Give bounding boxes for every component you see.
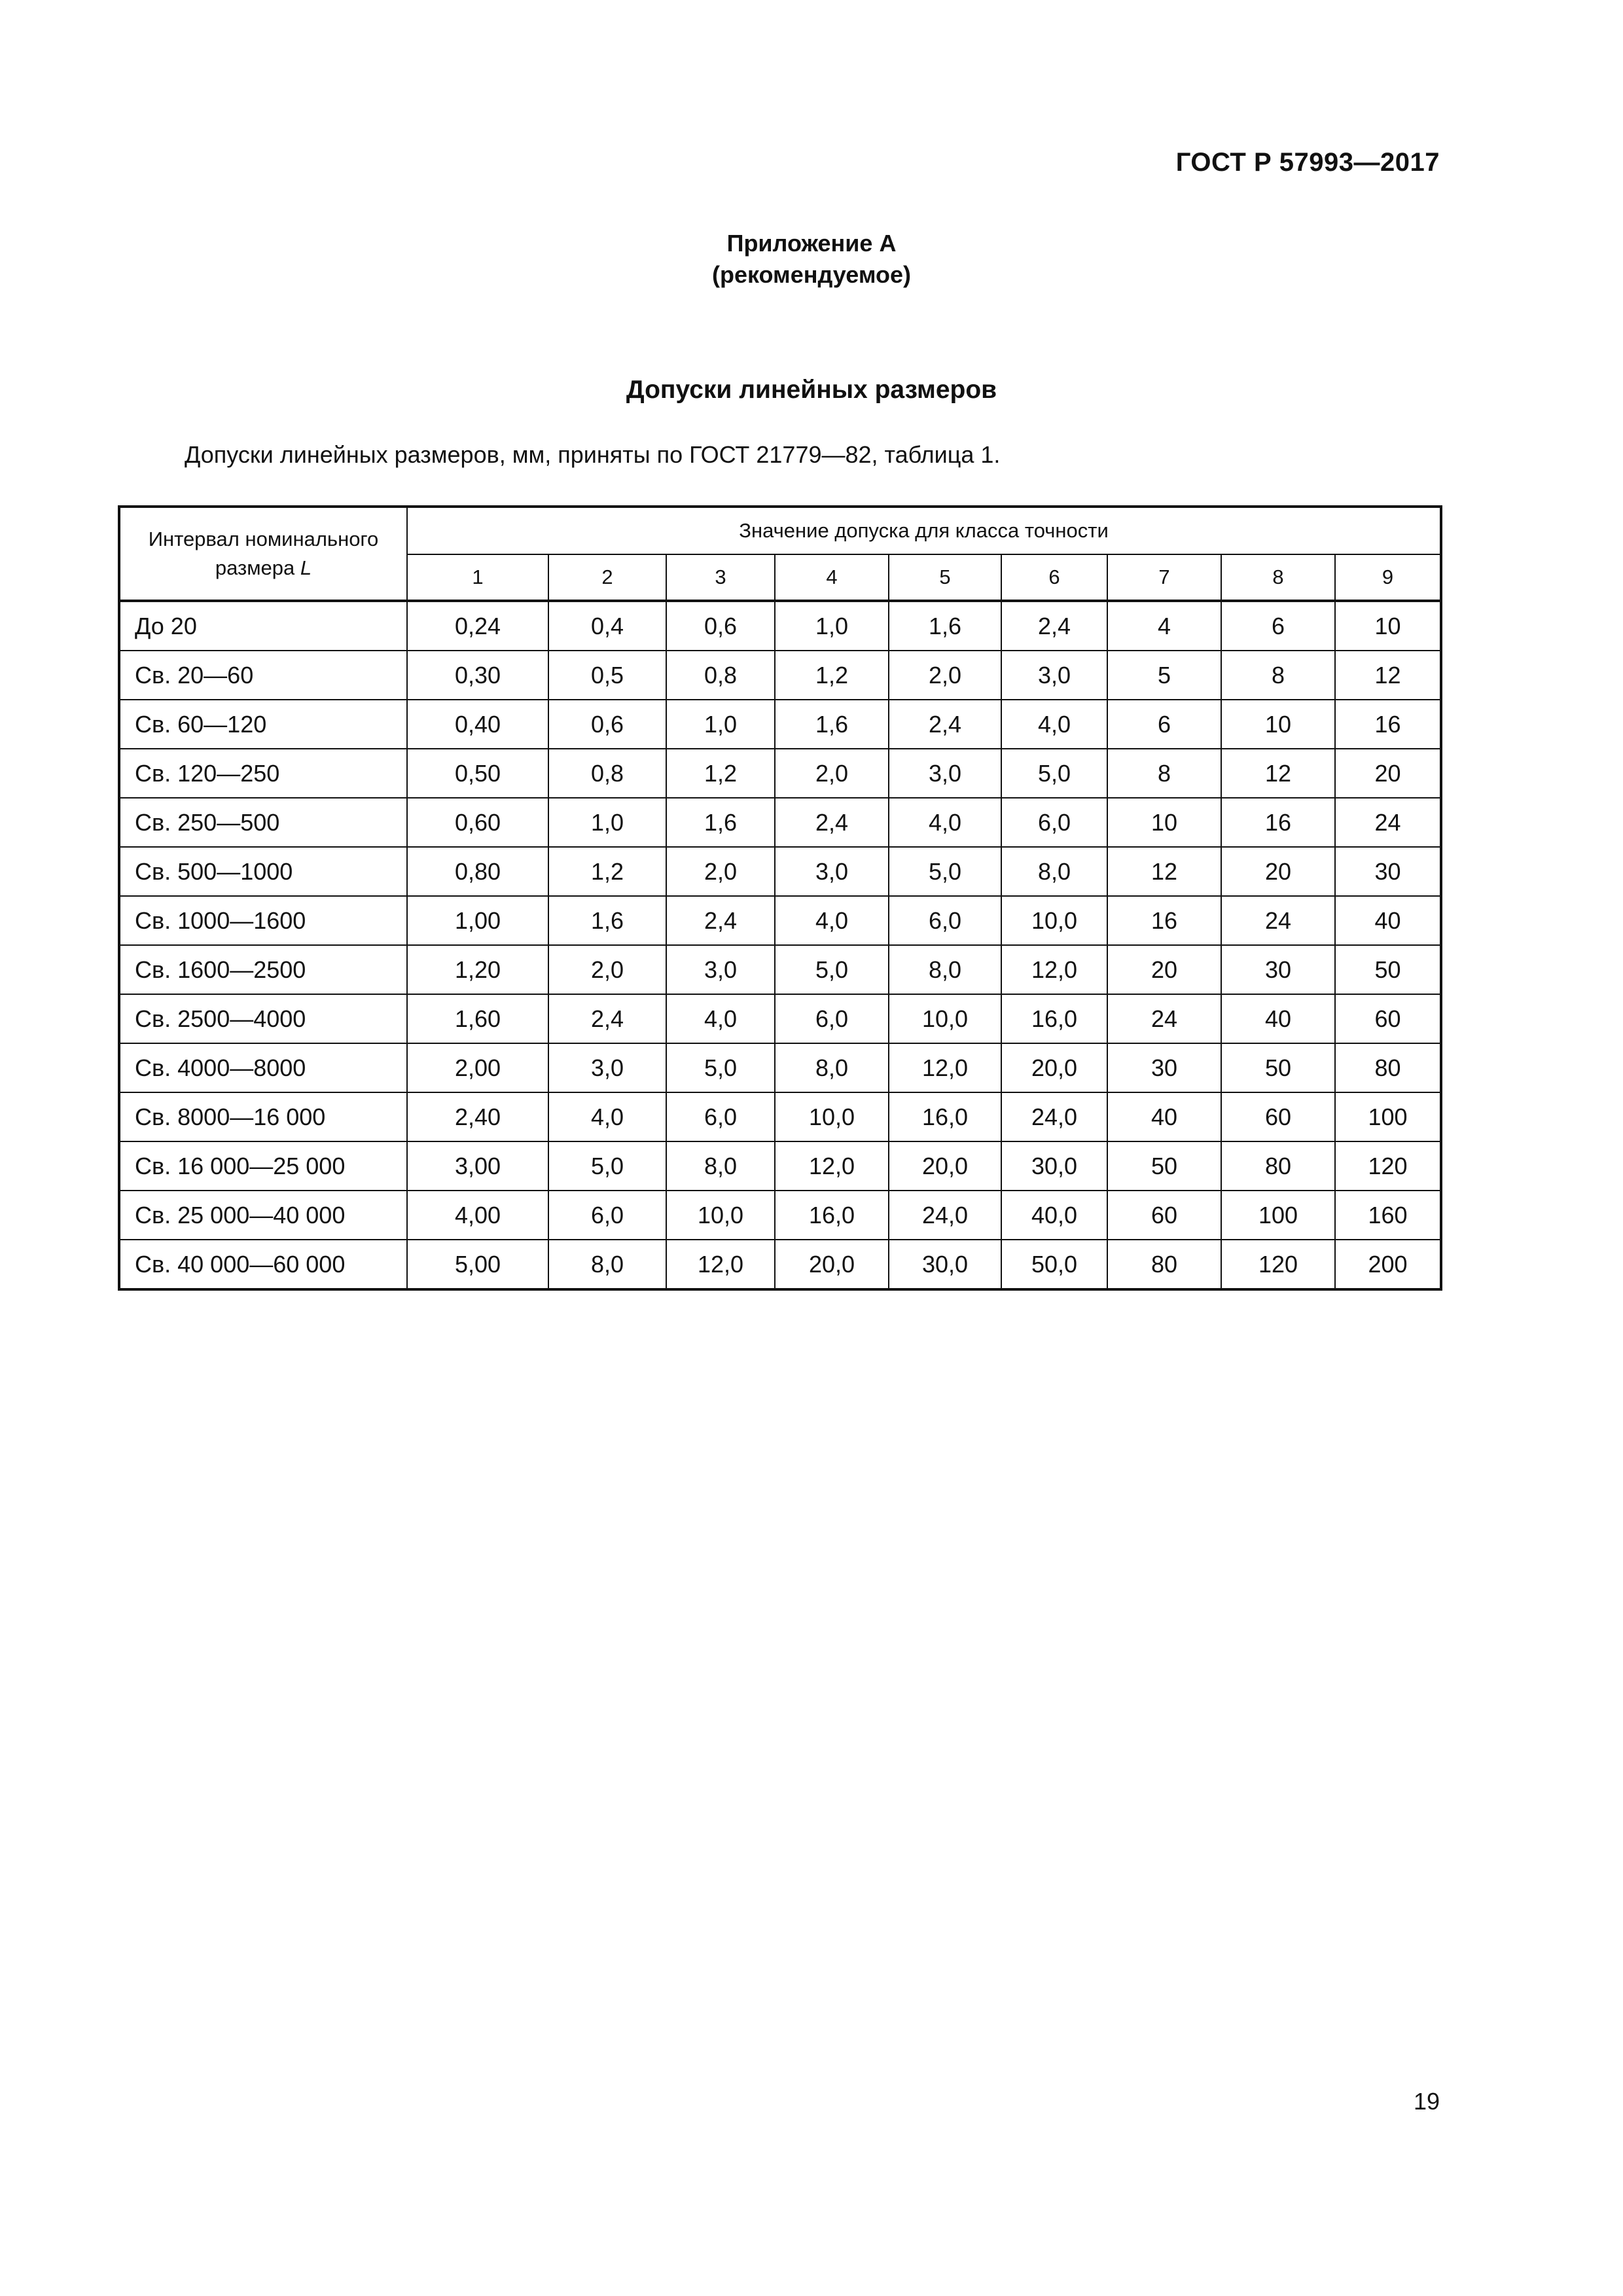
tolerance-cell: 20,0: [775, 1240, 889, 1289]
table-row: [119, 896, 1441, 945]
tolerance-cell: 0,50: [407, 749, 548, 798]
tolerance-cell: 12,0: [666, 1240, 775, 1289]
tolerance-group-header: Значение допуска для класса точности: [407, 507, 1441, 554]
table-row: [119, 945, 1441, 994]
appendix-title: Приложение А: [726, 230, 897, 257]
table-row: [119, 847, 1441, 896]
tolerance-cell: 4,00: [407, 1191, 548, 1240]
table-row: [119, 749, 1441, 798]
section-title: Допуски линейных размеров: [626, 376, 997, 404]
tolerance-cell: 24: [1107, 994, 1221, 1043]
tolerance-cell: 16,0: [889, 1092, 1001, 1141]
tolerance-cell: 12,0: [889, 1043, 1001, 1092]
interval-cell: Св. 8000—16 000: [119, 1092, 407, 1141]
tolerance-cell: 0,60: [407, 798, 548, 847]
tolerance-cell: 0,6: [548, 700, 666, 749]
interval-cell: Св. 1600—2500: [119, 945, 407, 994]
table-row: [119, 651, 1441, 700]
tolerance-cell: 8,0: [889, 945, 1001, 994]
document-code: ГОСТ Р 57993—2017: [1175, 148, 1440, 177]
accuracy-class-header: 4: [775, 554, 889, 601]
tolerance-cell: 12: [1107, 847, 1221, 896]
interval-cell: Св. 4000—8000: [119, 1043, 407, 1092]
accuracy-class-header: 9: [1335, 554, 1441, 601]
tolerance-cell: 2,4: [889, 700, 1001, 749]
tolerance-cell: 24,0: [889, 1191, 1001, 1240]
tolerance-cell: 20: [1335, 749, 1441, 798]
tolerance-cell: 0,4: [548, 601, 666, 651]
accuracy-class-header: 6: [1001, 554, 1107, 601]
tolerance-cell: 6: [1107, 700, 1221, 749]
tolerance-cell: 4: [1107, 601, 1221, 651]
tolerance-cell: 5,0: [889, 847, 1001, 896]
interval-header-line1: Интервал номинального: [148, 528, 379, 550]
tolerance-cell: 2,0: [889, 651, 1001, 700]
table-row: [119, 1191, 1441, 1240]
interval-cell: Св. 2500—4000: [119, 994, 407, 1043]
tolerance-cell: 20,0: [889, 1141, 1001, 1191]
tolerance-cell: 4,0: [548, 1092, 666, 1141]
tolerance-cell: 16: [1335, 700, 1441, 749]
tolerance-cell: 2,40: [407, 1092, 548, 1141]
accuracy-class-header: 7: [1107, 554, 1221, 601]
appendix-heading: [0, 228, 1623, 291]
tolerance-cell: 1,6: [889, 601, 1001, 651]
tolerance-cell: 10,0: [889, 994, 1001, 1043]
interval-cell: До 20: [119, 601, 407, 651]
tolerance-cell: 20: [1221, 847, 1335, 896]
tolerance-cell: 12,0: [775, 1141, 889, 1191]
tolerance-cell: 4,0: [1001, 700, 1107, 749]
tolerance-cell: 5,0: [775, 945, 889, 994]
tolerance-cell: 100: [1221, 1191, 1335, 1240]
tolerance-cell: 6,0: [775, 994, 889, 1043]
tolerance-cell: 100: [1335, 1092, 1441, 1141]
tolerance-cell: 2,4: [666, 896, 775, 945]
tolerance-cell: 50: [1107, 1141, 1221, 1191]
tolerance-cell: 8,0: [775, 1043, 889, 1092]
tolerance-cell: 8,0: [666, 1141, 775, 1191]
tolerance-cell: 0,40: [407, 700, 548, 749]
tolerance-cell: 80: [1107, 1240, 1221, 1289]
tolerance-cell: 30,0: [1001, 1141, 1107, 1191]
tolerance-cell: 40: [1107, 1092, 1221, 1141]
tolerance-cell: 16,0: [775, 1191, 889, 1240]
tolerance-cell: 120: [1221, 1240, 1335, 1289]
tolerance-cell: 6,0: [548, 1191, 666, 1240]
tolerance-cell: 24: [1221, 896, 1335, 945]
tolerance-cell: 4,0: [666, 994, 775, 1043]
tolerance-cell: 50: [1335, 945, 1441, 994]
tolerance-cell: 30: [1221, 945, 1335, 994]
tolerance-cell: 3,0: [666, 945, 775, 994]
tolerance-cell: 2,4: [1001, 601, 1107, 651]
tolerance-cell: 0,8: [548, 749, 666, 798]
tolerance-cell: 30,0: [889, 1240, 1001, 1289]
appendix-status: (рекомендуемое): [712, 261, 911, 288]
intro-paragraph: Допуски линейных размеров, мм, приняты по ГОСТ 21779—82, таблица 1.: [185, 441, 1001, 468]
tolerance-cell: 2,4: [548, 994, 666, 1043]
tolerance-cell: 40,0: [1001, 1191, 1107, 1240]
tolerance-cell: 40: [1221, 994, 1335, 1043]
tolerance-cell: 2,0: [775, 749, 889, 798]
tolerance-cell: 50,0: [1001, 1240, 1107, 1289]
tolerance-cell: 5,0: [1001, 749, 1107, 798]
table-row: [119, 1240, 1441, 1289]
tolerance-cell: 6: [1221, 601, 1335, 651]
tolerance-cell: 2,0: [666, 847, 775, 896]
interval-header-line2: размера: [215, 556, 295, 579]
tolerance-cell: 5,00: [407, 1240, 548, 1289]
tolerance-cell: 12,0: [1001, 945, 1107, 994]
tolerance-cell: 8: [1107, 749, 1221, 798]
tolerance-table: [118, 505, 1442, 1291]
tolerance-cell: 8,0: [548, 1240, 666, 1289]
tolerance-cell: 30: [1335, 847, 1441, 896]
tolerance-cell: 60: [1221, 1092, 1335, 1141]
tolerance-cell: 10,0: [666, 1191, 775, 1240]
accuracy-class-header: 5: [889, 554, 1001, 601]
tolerance-cell: 1,6: [548, 896, 666, 945]
interval-cell: Св. 20—60: [119, 651, 407, 700]
tolerance-cell: 6,0: [889, 896, 1001, 945]
interval-cell: Св. 25 000—40 000: [119, 1191, 407, 1240]
tolerance-cell: 3,0: [548, 1043, 666, 1092]
tolerance-cell: 4,0: [889, 798, 1001, 847]
tolerance-cell: 1,2: [775, 651, 889, 700]
tolerance-cell: 10,0: [775, 1092, 889, 1141]
tolerance-cell: 24,0: [1001, 1092, 1107, 1141]
interval-cell: Св. 60—120: [119, 700, 407, 749]
accuracy-class-header: 2: [548, 554, 666, 601]
tolerance-cell: 5: [1107, 651, 1221, 700]
table-row: [119, 700, 1441, 749]
tolerance-cell: 1,0: [775, 601, 889, 651]
tolerance-cell: 1,2: [548, 847, 666, 896]
interval-cell: Св. 16 000—25 000: [119, 1141, 407, 1191]
interval-cell: Св. 40 000—60 000: [119, 1240, 407, 1289]
tolerance-cell: 4,0: [775, 896, 889, 945]
tolerance-cell: 60: [1335, 994, 1441, 1043]
tolerance-cell: 6,0: [1001, 798, 1107, 847]
tolerance-cell: 10: [1221, 700, 1335, 749]
tolerance-cell: 0,24: [407, 601, 548, 651]
tolerance-cell: 120: [1335, 1141, 1441, 1191]
page-number: 19: [1413, 2088, 1440, 2115]
tolerance-cell: 0,6: [666, 601, 775, 651]
tolerance-cell: 24: [1335, 798, 1441, 847]
tolerance-cell: 0,80: [407, 847, 548, 896]
tolerance-cell: 1,0: [548, 798, 666, 847]
tolerance-cell: 60: [1107, 1191, 1221, 1240]
tolerance-cell: 2,0: [548, 945, 666, 994]
tolerance-cell: 20: [1107, 945, 1221, 994]
tolerance-cell: 1,60: [407, 994, 548, 1043]
accuracy-class-header: 3: [666, 554, 775, 601]
interval-cell: Св. 500—1000: [119, 847, 407, 896]
table-row: [119, 1043, 1441, 1092]
tolerance-cell: 1,0: [666, 700, 775, 749]
tolerance-cell: 3,0: [1001, 651, 1107, 700]
table-row: [119, 1092, 1441, 1141]
tolerance-cell: 1,6: [666, 798, 775, 847]
tolerance-cell: 160: [1335, 1191, 1441, 1240]
tolerance-cell: 16: [1221, 798, 1335, 847]
tolerance-cell: 16: [1107, 896, 1221, 945]
tolerance-cell: 5,0: [548, 1141, 666, 1191]
tolerance-cell: 10: [1335, 601, 1441, 651]
tolerance-cell: 0,8: [666, 651, 775, 700]
tolerance-cell: 10: [1107, 798, 1221, 847]
accuracy-class-header: 1: [407, 554, 548, 601]
tolerance-cell: 0,30: [407, 651, 548, 700]
table-row: [119, 994, 1441, 1043]
tolerance-cell: 40: [1335, 896, 1441, 945]
tolerance-cell: 20,0: [1001, 1043, 1107, 1092]
table-row: [119, 601, 1441, 651]
tolerance-cell: 3,0: [775, 847, 889, 896]
tolerance-cell: 16,0: [1001, 994, 1107, 1043]
tolerance-cell: 80: [1335, 1043, 1441, 1092]
tolerance-cell: 3,00: [407, 1141, 548, 1191]
tolerance-cell: 1,20: [407, 945, 548, 994]
tolerance-cell: 50: [1221, 1043, 1335, 1092]
tolerance-cell: 30: [1107, 1043, 1221, 1092]
accuracy-class-header: 8: [1221, 554, 1335, 601]
interval-column-header: [119, 507, 407, 601]
table-row: [119, 798, 1441, 847]
tolerance-cell: 8: [1221, 651, 1335, 700]
tolerance-cell: 5,0: [666, 1043, 775, 1092]
tolerance-cell: 10,0: [1001, 896, 1107, 945]
tolerance-cell: 1,2: [666, 749, 775, 798]
size-symbol: L: [300, 556, 312, 579]
tolerance-cell: 6,0: [666, 1092, 775, 1141]
interval-cell: Св. 1000—1600: [119, 896, 407, 945]
tolerance-cell: 1,6: [775, 700, 889, 749]
interval-cell: Св. 250—500: [119, 798, 407, 847]
tolerance-cell: 12: [1335, 651, 1441, 700]
table-row: [119, 1141, 1441, 1191]
tolerance-cell: 8,0: [1001, 847, 1107, 896]
tolerance-cell: 0,5: [548, 651, 666, 700]
tolerance-cell: 200: [1335, 1240, 1441, 1289]
tolerance-cell: 2,00: [407, 1043, 548, 1092]
interval-cell: Св. 120—250: [119, 749, 407, 798]
tolerance-cell: 3,0: [889, 749, 1001, 798]
tolerance-cell: 80: [1221, 1141, 1335, 1191]
tolerance-cell: 12: [1221, 749, 1335, 798]
tolerance-cell: 2,4: [775, 798, 889, 847]
tolerance-cell: 1,00: [407, 896, 548, 945]
